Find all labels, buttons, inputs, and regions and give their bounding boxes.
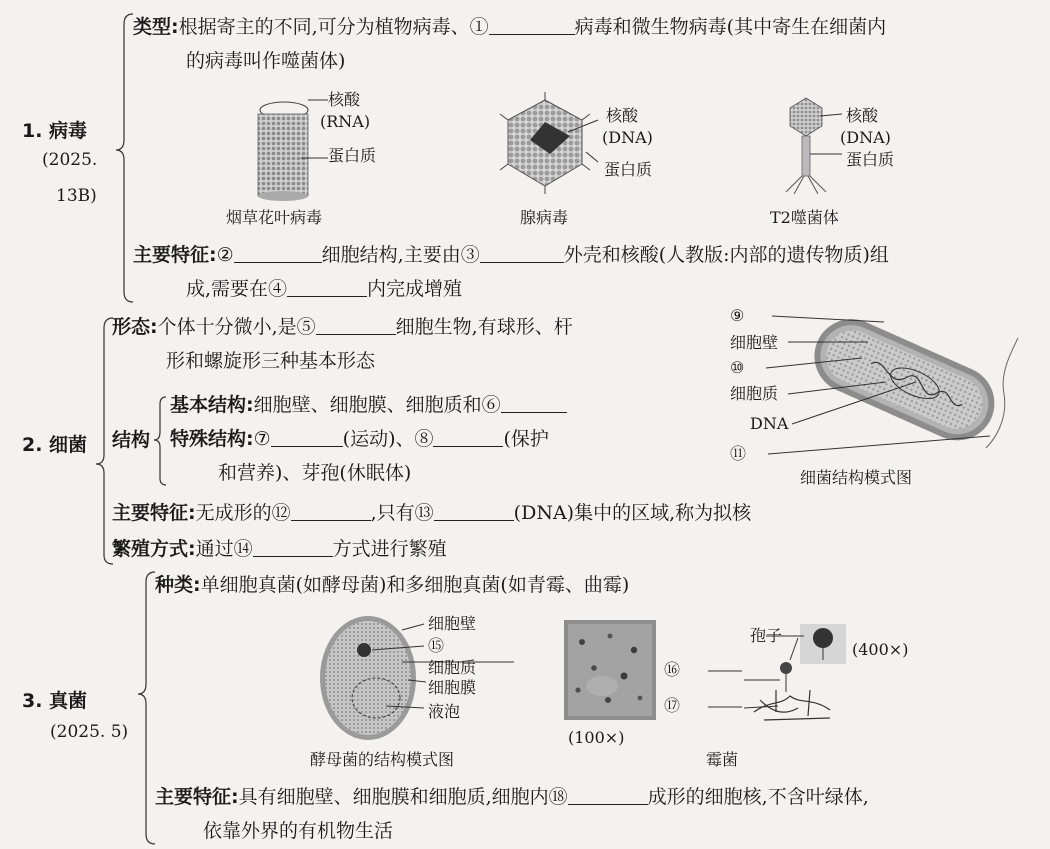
bacteria-shape-c: 形和螺旋形三种基本形态 <box>166 350 376 372</box>
bacteria-shape-line <box>112 312 573 342</box>
bacteria-reproduction-label: 繁殖方式: <box>112 538 196 560</box>
bacteria-basic-label: 基本结构: <box>170 394 254 416</box>
blank-14 <box>253 537 333 557</box>
fungi-kind-label: 种类: <box>155 574 201 596</box>
tmv-caption: 烟草花叶病毒 <box>226 208 323 227</box>
virus-feature-a: ② <box>216 244 234 266</box>
section-virus-title: 1. 病毒 <box>22 120 88 142</box>
t2-caption: T2噬菌体 <box>770 208 839 227</box>
bacteria-reproduction-line <box>112 534 447 564</box>
fungi-feature-label: 主要特征: <box>155 786 239 808</box>
yeast-label-membrane: 细胞膜 <box>428 678 477 697</box>
blank-12 <box>291 501 371 521</box>
yeast-label-wall: 细胞壁 <box>428 614 477 633</box>
adeno-label-dna: (DNA) <box>602 128 653 147</box>
adeno-caption-text: 腺病毒 <box>520 208 569 227</box>
mold-label-spore: 孢子 <box>750 626 783 645</box>
bacteria-special-line <box>170 424 549 454</box>
tmv-label-nucleic: 核酸 <box>328 90 361 109</box>
bacteria-shape-b: 细胞生物,有球形、杆 <box>395 316 573 338</box>
fungi-year: (2025. 5) <box>50 722 129 742</box>
virus-type-line <box>133 12 886 42</box>
micrograph-image <box>564 620 656 720</box>
tmv-label-rna: (RNA) <box>320 112 371 131</box>
fungi-feature-a: 具有细胞壁、细胞膜和细胞质,细胞内⑱ <box>238 786 568 808</box>
blank-2 <box>234 243 322 263</box>
bacteria-structure-label: 结构 <box>112 429 151 451</box>
mold-label-16: ⑯ <box>664 660 681 679</box>
t2-label-dna: (DNA) <box>840 128 891 147</box>
fungi-feature-b: 成形的细胞核,不含叶绿体, <box>647 786 869 808</box>
blank-6 <box>501 393 567 413</box>
tmv-label-protein: 蛋白质 <box>328 146 377 165</box>
virus-type-text-b: 病毒和微生物病毒(其中寄生在细菌内 <box>574 16 887 38</box>
bacteria-special-a: ⑦ <box>253 428 271 450</box>
virus-year-b: 13B) <box>56 186 97 206</box>
fungi-kind-text: 单细胞真菌(如酵母菌)和多细胞真菌(如青霉、曲霉) <box>200 574 630 596</box>
adeno-label-protein: 蛋白质 <box>604 160 653 179</box>
section-bacteria-title: 2. 细菌 <box>22 434 88 456</box>
bacteria-feature-label: 主要特征: <box>112 502 196 524</box>
fungi-feature-line <box>155 782 869 812</box>
yeast-illustration <box>316 610 516 746</box>
t2-label-protein: 蛋白质 <box>846 150 895 169</box>
blank-3 <box>480 243 564 263</box>
mold-illustration <box>680 620 860 730</box>
fungi-kind-line <box>155 570 629 600</box>
virus-year-a: (2025. <box>42 150 98 170</box>
bacteria-special-d: 和营养)、芽孢(休眠体) <box>218 462 412 484</box>
bacteria-illustration <box>728 298 1028 458</box>
blank-5 <box>316 315 396 335</box>
fungi-feature-c: 依靠外界的有机物生活 <box>203 820 394 842</box>
mold-caption: 霉菌 <box>706 750 739 769</box>
blank-1 <box>489 15 575 35</box>
virus-feature-line-2 <box>186 274 462 304</box>
virus-feature-line <box>133 240 889 270</box>
mold-label-17: ⑰ <box>664 696 681 715</box>
t2-phage-illustration <box>776 94 846 204</box>
bacteria-reproduction-b: 方式进行繁殖 <box>332 538 447 560</box>
mold-magnification: (400×) <box>852 640 909 659</box>
yeast-caption: 酵母菌的结构模式图 <box>310 750 455 769</box>
blank-8 <box>433 427 503 447</box>
yeast-label-cytoplasm: 细胞质 <box>428 658 477 677</box>
blank-7 <box>271 427 343 447</box>
virus-feature-d: 成,需要在④ <box>186 278 288 300</box>
bacteria-label-11: ⑪ <box>730 444 747 463</box>
virus-type-label: 类型: <box>133 16 179 38</box>
virus-type-text-a: 根据寄主的不同,可分为植物病毒、① <box>178 16 489 38</box>
bacteria-basic-text: 细胞壁、细胞膜、细胞质和⑥ <box>253 394 501 416</box>
bacteria-label-9: ⑨ <box>730 306 745 325</box>
bacteria-label-dna: DNA <box>750 414 789 433</box>
yeast-label-vacuole: 液泡 <box>428 702 461 721</box>
bacteria-special-c: (保护 <box>503 428 549 450</box>
bacteria-caption: 细菌结构模式图 <box>800 468 913 487</box>
bacteria-feature-a: 无成形的⑫ <box>195 502 291 524</box>
adenovirus-illustration <box>490 92 610 202</box>
yeast-label-15: ⑮ <box>428 636 445 655</box>
bacteria-basic-line <box>170 390 567 420</box>
virus-feature-c: 外壳和核酸(人教版:内部的遗传物质)组 <box>563 244 889 266</box>
bacteria-feature-c: (DNA)集中的区域,称为拟核 <box>513 502 752 524</box>
bacteria-feature-b: ,只有⑬ <box>370 502 434 524</box>
bacteria-shape-a: 个体十分微小,是⑤ <box>157 316 316 338</box>
blank-13 <box>434 501 514 521</box>
virus-type-text-c: 的病毒叫作噬菌体) <box>186 50 346 72</box>
blank-4 <box>287 277 367 297</box>
bacteria-shape-label: 形态: <box>112 316 158 338</box>
bacteria-reproduction-a: 通过⑭ <box>195 538 253 560</box>
micrograph-caption: (100×) <box>568 728 625 747</box>
bacteria-special-b: (运动)、⑧ <box>342 428 434 450</box>
adeno-label-nucleic: 核酸 <box>606 106 639 125</box>
section-fungi-title: 3. 真菌 <box>22 690 88 712</box>
virus-feature-label: 主要特征: <box>133 244 217 266</box>
bacteria-feature-line <box>112 498 751 528</box>
virus-feature-b: 细胞结构,主要由③ <box>321 244 480 266</box>
bacteria-special-label: 特殊结构: <box>170 428 254 450</box>
virus-feature-e: 内完成增殖 <box>367 278 463 300</box>
bacteria-label-cytoplasm: 细胞质 <box>730 384 779 403</box>
t2-label-nucleic: 核酸 <box>846 106 879 125</box>
bacteria-label-wall: 细胞壁 <box>730 333 779 352</box>
bacteria-label-10: ⑩ <box>730 358 745 377</box>
blank-18 <box>568 785 648 805</box>
